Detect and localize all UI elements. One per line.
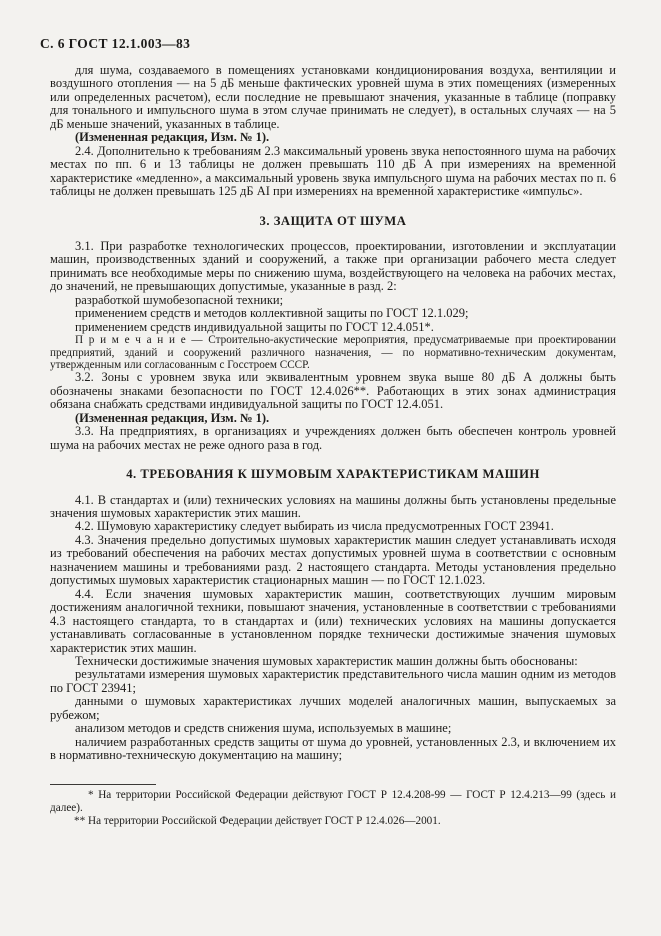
paragraph: 2.4. Дополнительно к требованиям 2.3 максимальный уровень звука непостоянного шума на рабочих местах по пп. 6 и 13 таблицы не должен превышать 110 дБ А при измерениях на временно́й характеристике «медленно», а максимальный уровень звука импульсного шума на рабочих местах по п. 6 таблицы не должен превышать 125 дБ АI при измерениях на временно́й характеристике «импульс». [50,143,616,199]
paragraph: наличием разработанных средств защиты от шума до уровней, установленных 2.3, и включением их в нормативно-техническую документацию на машину; [50,734,616,763]
page-header: С. 6 ГОСТ 12.1.003—83 [40,36,191,51]
paragraph: Технически достижимые значения шумовых характеристик машин должны быть обоснованы: [75,653,578,668]
footnotes-list [50,789,616,829]
paragraph: анализом методов и средств снижения шума, используемых в машине; [75,721,452,736]
footnotes-section [50,784,616,829]
paragraph: применением средств и методов коллективной защиты по ГОСТ 12.1.029; [75,306,469,321]
page-body [50,64,616,763]
note-paragraph: П р и м е ч а н и е — Строительно-акустические мероприятия, предусматриваемые при проектировании предприятий, зданий и сооружений различного назначения, — по нормативно-техническим документам, утвержденным или согласованным с Госстроем СССР. [50,334,616,371]
paragraph: результатами измерения шумовых характеристик представительного числа машин одним из методов по ГОСТ 23941; [50,667,616,695]
paragraph: 4.1. В стандартах и (или) технических условиях на машины должны быть установлены предельные значения шумовых характеристик этих машин. [50,492,616,520]
section-heading: 3. ЗАЩИТА ОТ ШУМА [259,213,407,228]
paragraph: 4.3. Значения предельно допустимых шумовых характеристик машин следует устанавливать исходя из требований обеспечения на рабочих местах допустимых уровней шума в соответствии с основным назначением машины и требованиями разд. 2 настоящего стандарта. Методы установления предельно допустимых шумовых характеристик стационарных машин — по ГОСТ 12.1.023. [50,532,616,588]
paragraph: 4.4. Если значения шумовых характеристик машин, соответствующих лучшим мировым достижениям аналогичной техники, повышают значения, установленные в соответствии с требованиями 4.3 настоящего стандарта, то в стандартах и (или) технических условиях на машины допускается устанавливать согласованные в установленном порядке технически достижимые значения шумовых характеристик этих машин. [50,586,616,655]
section-heading: 4. ТРЕБОВАНИЯ К ШУМОВЫМ ХАРАКТЕРИСТИКАМ МАШИН [126,467,540,482]
paragraph: для шума, создаваемого в помещениях установками кондиционирования воздуха, вентиляции и воздушного отопления — на 5 дБ меньше фактических уровней шума в этих помещениях (измеренных или определенных расчетом), если последние не превышают значения, указанные в таблице (поправку для тонального и импульсного шума в этом случае принимать не следует), в остальных случаях — на 5 дБ меньше значений, указанных в таблице. [50,63,616,131]
paragraph: применением средств индивидуальной защиты по ГОСТ 12.4.051*. [75,319,434,334]
footnote: * На территории Российской Федерации действуют ГОСТ Р 12.4.208-99 — ГОСТ Р 12.4.213—99 (здесь и далее). [50,789,616,815]
footnote: ** На территории Российской Федерации действует ГОСТ Р 12.4.026—2001. [74,815,441,828]
revision-note: (Измененная редакция, Изм. № 1). [75,410,270,425]
paragraph: 3.2. Зоны с уровнем звука или эквивалентным уровнем звука выше 80 дБ А должны быть обозначены знаками безопасности по ГОСТ 12.4.026**. Работающих в этих зонах администрация обязана снабжать средствами индивидуальной защиты по ГОСТ 12.4.051. [50,370,616,412]
revision-note: (Измененная редакция, Изм. № 1). [75,130,270,145]
footnote-divider [50,784,156,785]
paragraph: разработкой шумобезопасной техники; [75,292,284,307]
paragraph: данными о шумовых характеристиках лучших моделей аналогичных машин, выпускаемых за рубежом; [50,694,616,722]
paragraph: 4.2. Шумовую характеристику следует выбирать из числа предусмотренных ГОСТ 23941. [75,519,554,534]
paragraph: 3.1. При разработке технологических процессов, проектировании, изготовлении и эксплуатации машин, производственных зданий и сооружений, а также при организации рабочего места следует принимать все необходимые меры по снижению шума, воздействующего на человека на рабочих местах, до значений, не превышающих допустимые, указанные в разд. 2: [50,238,616,294]
paragraph: 3.3. На предприятиях, в организациях и учреждениях должен быть обеспечен контроль уровней шума на рабочих местах не реже одного раза в год. [50,424,616,452]
